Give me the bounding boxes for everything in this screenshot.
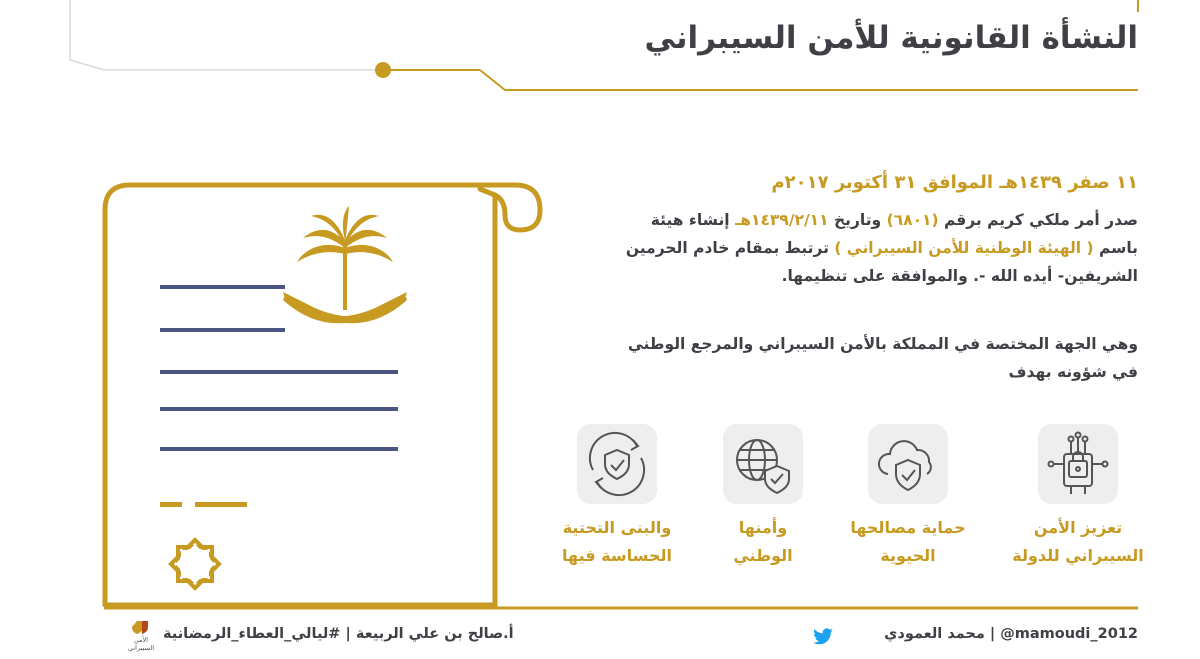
twitter-bird-icon: [812, 628, 834, 646]
doc-dash: [160, 502, 182, 507]
goal-tile-1: [1038, 424, 1118, 504]
page-title: النشأة القانونية للأمن السيبراني: [644, 20, 1138, 56]
decree-paragraph: صدر أمر ملكي كريم برقم (٦٨٠١) وتاريخ ١٤٣٩/٢/١١هـ إنشاء هيئة باسم ( الهيئة الوطنية للأمن السيبراني ) ترتبط بمقام خادم الحرمين الشريفين- أيده الله -. والموافقة على تنظيمها.: [625, 211, 1138, 285]
doc-line: [160, 447, 398, 451]
top-frame-line: [70, 0, 375, 70]
goal-tile-3: [723, 424, 803, 504]
decree-date: ١١ صفر ١٤٣٩هـ الموافق ٣١ أكتوبر ٢٠١٧م: [771, 172, 1138, 193]
circuit-lock-icon: [1038, 424, 1118, 504]
goal-label-2: حماية مصالحها الحيوية: [850, 518, 966, 565]
doc-line: [160, 328, 285, 332]
star-seal-icon: [171, 540, 219, 588]
cybersecurity-logo-icon: [130, 619, 152, 635]
authority-paragraph: وهي الجهة المختصة في المملكة بالأمن السيبراني والمرجع الوطني في شؤونه بهدف: [627, 335, 1138, 381]
doc-line: [160, 370, 398, 374]
doc-line: [160, 407, 398, 411]
refresh-shield-icon: [577, 424, 657, 504]
doc-line: [160, 285, 285, 289]
title-dot: [375, 62, 391, 78]
goal-tile-4: [577, 424, 657, 504]
goal-label-1: تعزيز الأمن السيبراني للدولة: [1012, 518, 1144, 565]
palm-swords-emblem-icon: [283, 206, 407, 323]
cloud-shield-icon: [868, 424, 948, 504]
logo-caption: الأمن السيبراني: [127, 636, 155, 652]
goal-label-3: وأمنها الوطني: [733, 518, 793, 565]
globe-shield-icon: [723, 424, 803, 504]
title-underline: [480, 70, 1138, 90]
scroll-document-illustration: [100, 175, 545, 615]
goal-label-4: والبنى التحتية الحساسة فيها: [562, 518, 672, 565]
doc-dash: [195, 502, 247, 507]
scroll-page-edge: [105, 195, 495, 605]
footer-presenter: أ.صالح بن علي الربيعة | #ليالي_العطاء_الرمضانية: [163, 626, 514, 642]
goal-tile-2: [868, 424, 948, 504]
footer-author: محمد العمودي | @mamoudi_2012: [884, 626, 1138, 642]
